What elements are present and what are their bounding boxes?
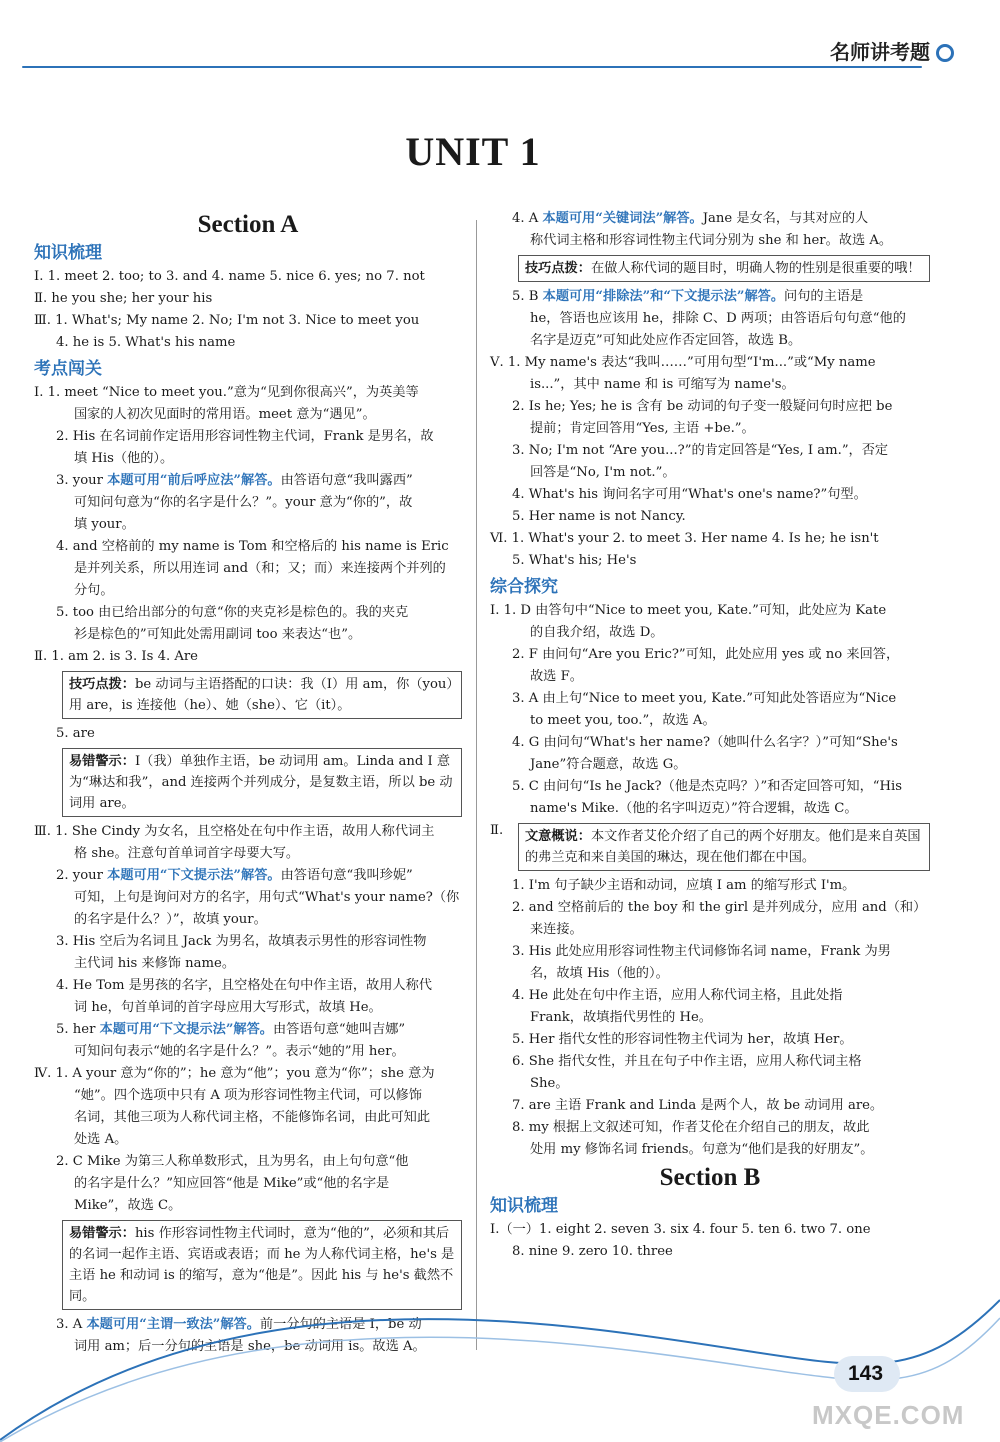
answer-key: 5. her bbox=[56, 1022, 100, 1037]
answer-text: Ⅰ. 1. meet 2. too; to 3. and 4. name 5. nice 6. yes; no 7. not bbox=[34, 269, 425, 284]
answer-text: Ⅲ. 1. She Cindy 为女名，且空格处在句中作主语，故用人称代词主 bbox=[34, 824, 435, 839]
answer-text: 衫是棕色的”可知此处需用副词 too 来表达“也”。 bbox=[74, 627, 362, 642]
answer-text: 格 she。注意句首单词首字母要大写。 bbox=[74, 846, 300, 861]
answer-text: Ⅳ. 1. A your 意为“你的”；he 意为“他”；you 意为“你”；she 意为 bbox=[34, 1066, 435, 1081]
answer-text: 故选 F。 bbox=[530, 669, 583, 684]
tip-label: 易错警示： bbox=[69, 1226, 135, 1241]
answer-text: Ⅲ. 1. What's; My name 2. No; I'm not 3. Nice to meet you bbox=[34, 313, 420, 328]
tip-text: 本文作者艾伦介绍了自己的两个好朋友。他们是来自英国的弗兰克和来自美国的琳达，现在他们都在中国。 bbox=[525, 829, 921, 865]
answer-text: 4. and 空格前的 my name is Tom 和空格后的 his name is Eric bbox=[56, 539, 449, 554]
method-hint: 本题可用“下文提示法”解答。 bbox=[99, 1022, 273, 1037]
answer-text: 5. What's his; He's bbox=[512, 553, 637, 568]
answer-text: 填 His（他的）。 bbox=[74, 451, 174, 466]
tip-text: 在做人称代词的题目时，明确人物的性别是很重要的哦！ bbox=[590, 261, 921, 276]
answer-text: 名，故填 His（他的）。 bbox=[530, 966, 669, 981]
answer-text: 3. His 空后为名词且 Jack 为男名，故填表示男性的形容词性物 bbox=[56, 934, 427, 949]
tip-label: 技巧点拨： bbox=[69, 677, 135, 692]
answer-text: 处选 A。 bbox=[74, 1132, 128, 1147]
answer-text: Ⅵ. 1. What's your 2. to meet 3. Her name 4. Is he; he isn't bbox=[490, 531, 879, 546]
answer-key: 3. your bbox=[56, 473, 108, 488]
answer-text: 前一分句的主语是 I，be 动 bbox=[259, 1317, 422, 1332]
answer-text: 来连接。 bbox=[530, 922, 583, 937]
method-hint: 本题可用“前后呼应法”解答。 bbox=[107, 473, 281, 488]
answer-text: 名词，其他三项为人称代词主格，不能修饰名词，由此可知此 bbox=[74, 1110, 431, 1125]
answer-text: 2. C Mike 为第三人称单数形式，且为男名，由上句句意“他 bbox=[56, 1154, 409, 1169]
answer-key: 2. your bbox=[56, 868, 108, 883]
tip-label: 文意概说： bbox=[525, 829, 591, 844]
answer-text: 4. G 由问句“What's her name?（她叫什么名字？）”可知“She's bbox=[512, 735, 898, 750]
answer-text: Ⅱ. he you she; her your his bbox=[34, 291, 213, 306]
answer-text: he，答语也应该用 he，排除 C、D 两项；由答语后句句意“他的 bbox=[530, 311, 906, 326]
answer-text: 4. He Tom 是男孩的名字，且空格处在句中作主语，故用人称代 bbox=[56, 978, 432, 993]
answer-text: 5. Her 指代女性的形容词性物主代词为 her，故填 Her。 bbox=[512, 1032, 853, 1047]
answer-text: Frank，故填指代男性的 He。 bbox=[530, 1010, 712, 1025]
answer-text: 3. A 由上句“Nice to meet you, Kate.”可知此处答语应为“Nice bbox=[512, 691, 897, 706]
section-title: Section A bbox=[197, 211, 299, 238]
answer-text: 可知问句表示“她的名字是什么？”。表示“她的”用 her。 bbox=[74, 1044, 405, 1059]
answer-text: 由答语句意“我叫露西” bbox=[280, 473, 413, 488]
answer-text: 2. Is he; Yes; he is 含有 be 动词的句子变一般疑问句时应把 be bbox=[512, 399, 893, 414]
answer-text: 4. He 此处在句中作主语，应用人称代词主格，且此处指 bbox=[512, 988, 843, 1003]
answer-text: 8. my 根据上文叙述可知，作者艾伦在介绍自己的朋友，故此 bbox=[512, 1120, 870, 1135]
watermark: MXQE.COM bbox=[812, 1400, 965, 1430]
section-title: Section B bbox=[659, 1164, 761, 1191]
answer-text: Ⅰ. 1. meet “Nice to meet you.”意为“见到你很高兴”，为英美等 bbox=[34, 385, 419, 400]
answer-text: 回答是“No, I'm not.”。 bbox=[530, 465, 676, 480]
answer-text: 2. F 由问句“Are you Eric?”可知，此处应用 yes 或 no 来回答， bbox=[512, 647, 900, 662]
method-hint: 本题可用“排除法”和“下文提示法”解答。 bbox=[542, 289, 785, 304]
answer-text: 4. he is 5. What's his name bbox=[56, 335, 236, 350]
tip-text: his 作形容词性物主代词时，意为“他的”，必须和其后的名词一起作主语、宾语或表语；而 he 为人称代词主格，he's 是主语 he 和动词 is 的缩写，意为“他是”。因此 his 与 he's 截然不同。 bbox=[69, 1226, 455, 1304]
answer-text: Ⅱ. 1. am 2. is 3. Is 4. Are bbox=[34, 649, 198, 664]
answer-text: Ⅰ.（一）1. eight 2. seven 3. six 4. four 5. ten 6. two 7. one bbox=[490, 1222, 871, 1237]
section-heading: 综合探究 bbox=[490, 577, 558, 597]
answer-text: Jane”符合题意，故选 G。 bbox=[530, 757, 687, 772]
answer-text: 由答语句意“她叫吉娜” bbox=[273, 1022, 406, 1037]
tip-text: I（我）单独作主语，be 动词用 am。Linda and I 意为“琳达和我”，and 连接两个并列成分，是复数主语，所以 be 动词用 are。 bbox=[69, 754, 453, 811]
answer-text: 问句的主语是 bbox=[784, 289, 864, 304]
answer-text: is...”，其中 name 和 is 可缩写为 name's。 bbox=[530, 377, 795, 392]
answer-text: She。 bbox=[530, 1076, 569, 1091]
tip-text: be 动词与主语搭配的口诀：我（I）用 am，你（you）用 are，is 连接他（he）、她（she）、它（it）。 bbox=[69, 677, 453, 713]
answer-text: 的名字是什么？）”，故填 your。 bbox=[74, 912, 267, 927]
answer-text: 2. and 空格前后的 the boy 和 the girl 是并列成分，应用 and（和） bbox=[512, 900, 927, 915]
answer-text: 的自我介绍，故选 D。 bbox=[530, 625, 664, 640]
method-hint: 本题可用“关键词法”解答。 bbox=[542, 211, 703, 226]
answer-key: 5. B bbox=[512, 289, 543, 304]
section-heading: 知识梳理 bbox=[490, 1196, 558, 1216]
answer-text: 可知问句意为“你的名字是什么？”。your 意为“你的”，故 bbox=[74, 495, 413, 510]
answer-text: Ⅰ. 1. D 由答句中“Nice to meet you, Kate.”可知，此处应为 Kate bbox=[490, 603, 887, 618]
answer-key: 4. A bbox=[512, 211, 543, 226]
answer-text: 5. are bbox=[56, 726, 95, 741]
method-hint: 本题可用“主谓一致法”解答。 bbox=[86, 1317, 260, 1332]
answer-text: 处用 my 修饰名词 friends。句意为“他们是我的好朋友”。 bbox=[530, 1142, 874, 1157]
answer-text: Ⅴ. 1. My name's 表达“我叫……”可用句型“I'm...”或“My name bbox=[490, 355, 876, 370]
answer-key: 3. A bbox=[56, 1317, 87, 1332]
answer-text: name's Mike.（他的名字叫迈克）”符合逻辑，故选 C。 bbox=[530, 801, 858, 816]
answer-text: 词 he，句首单词的首字母应用大写形式，故填 He。 bbox=[74, 1000, 382, 1015]
answer-text: 称代词主格和形容词性物主代词分别为 she 和 her。故选 A。 bbox=[530, 233, 893, 248]
section-heading: 知识梳理 bbox=[34, 243, 102, 263]
running-header: 名师讲考题 bbox=[830, 40, 930, 64]
answer-text: 国家的人初次见面时的常用语。meet 意为“遇见”。 bbox=[74, 407, 376, 422]
answer-text: 词用 am；后一分句的主语是 she，be 动词用 is。故选 A。 bbox=[74, 1339, 426, 1354]
answer-text: Jane 是女名，与其对应的人 bbox=[702, 211, 869, 226]
answer-text: “她”。四个选项中只有 A 项为形容词性物主代词，可以修饰 bbox=[74, 1088, 422, 1103]
answer-text: 1. I'm 句子缺少主语和动词，应填 I am 的缩写形式 I'm。 bbox=[512, 878, 856, 893]
answer-text: 的名字是什么？”知应回答“他是 Mike”或“他的名字是 bbox=[74, 1176, 390, 1191]
answer-text: 分句。 bbox=[74, 583, 114, 598]
answer-text: 3. His 此处应用形容词性物主代词修饰名词 name，Frank 为男 bbox=[512, 944, 891, 959]
answer-text: 5. C 由问句“Is he Jack?（他是杰克吗？）”和否定回答可知，“His bbox=[512, 779, 902, 794]
answer-text: 4. What's his 询问名字可用“What's one's name?”句型。 bbox=[512, 487, 867, 502]
answer-text: 可知，上句是询问对方的名字，用句式“What's your name?（你 bbox=[74, 890, 460, 905]
answer-text: 5. Her name is not Nancy. bbox=[512, 509, 686, 524]
answer-text: 提前；肯定回答用“Yes, 主语 +be.”。 bbox=[530, 421, 755, 436]
answer-text: 填 your。 bbox=[74, 517, 135, 532]
answer-text: 是并列关系，所以用连词 and（和；又；而）来连接两个并列的 bbox=[74, 561, 446, 576]
section-heading: 考点闯关 bbox=[34, 359, 102, 379]
answer-text: 主代词 his 来修饰 name。 bbox=[74, 956, 236, 971]
answer-text: 名字是迈克”可知此处应作否定回答，故选 B。 bbox=[530, 333, 802, 348]
answer-text: 7. are 主语 Frank and Linda 是两个人，故 be 动词用 are。 bbox=[512, 1098, 884, 1113]
answer-text: 2. His 在名词前作定语用形容词性物主代词，Frank 是男名，故 bbox=[56, 429, 434, 444]
answer-text: to meet you, too.”，故选 A。 bbox=[530, 713, 716, 728]
answer-text: 由答语句意“我叫珍妮” bbox=[280, 868, 413, 883]
method-hint: 本题可用“下文提示法”解答。 bbox=[107, 868, 281, 883]
unit-title: UNIT 1 bbox=[405, 129, 541, 174]
answer-text: 6. She 指代女性，并且在句子中作主语，应用人称代词主格 bbox=[512, 1054, 862, 1069]
tip-label: 技巧点拨： bbox=[525, 261, 591, 276]
tip-label: 易错警示： bbox=[69, 754, 135, 769]
answer-text: 3. No; I'm not “Are you...?”的肯定回答是“Yes, I am.”，否定 bbox=[512, 443, 889, 458]
tip-lead: Ⅱ. bbox=[490, 823, 504, 838]
answer-text: Mike”，故选 C。 bbox=[74, 1198, 182, 1213]
answer-text: 8. nine 9. zero 10. three bbox=[512, 1244, 673, 1259]
answer-text: 5. too 由已给出部分的句意“你的夹克衫是棕色的。我的夹克 bbox=[56, 605, 409, 620]
page-number: 143 bbox=[848, 1362, 884, 1385]
